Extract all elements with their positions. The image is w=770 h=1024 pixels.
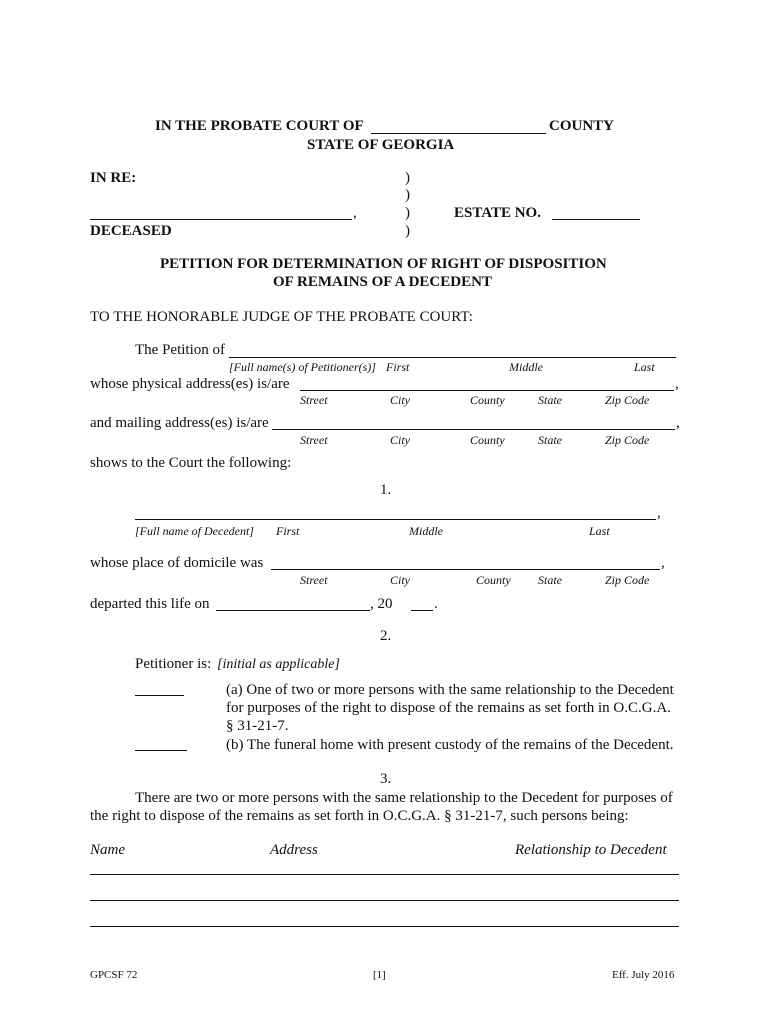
first-label: First — [386, 360, 410, 374]
estate-no-label: ESTATE NO. — [454, 205, 541, 221]
physical-address-label: whose physical address(es) is/are — [90, 376, 290, 392]
option-a-line2: for purposes of the right to dispose of the remains as set forth in O.C.G.A. — [226, 700, 671, 716]
zip-label: Zip Code — [605, 573, 650, 587]
title-line1: PETITION FOR DETERMINATION OF RIGHT OF DISPOSITION — [160, 256, 607, 272]
county-name-line[interactable] — [371, 133, 546, 134]
section-3-number: 3. — [380, 771, 392, 787]
city-label: City — [390, 433, 410, 447]
caption-comma: , — [353, 205, 357, 221]
last-label: Last — [634, 360, 655, 374]
comma: , — [657, 505, 661, 521]
initial-hint: [initial as applicable] — [217, 657, 340, 672]
in-re-label: IN RE: — [90, 170, 137, 186]
zip-label: Zip Code — [605, 393, 650, 407]
section-2-number: 2. — [380, 628, 392, 644]
option-a-initial-line[interactable] — [135, 695, 184, 696]
title-line2: OF REMAINS OF A DECEDENT — [273, 274, 492, 290]
death-date-line[interactable] — [216, 610, 370, 611]
county-field-label: County — [470, 393, 505, 407]
comma: , — [676, 415, 680, 431]
middle-label: Middle — [509, 360, 543, 374]
domicile-label: whose place of domicile was — [90, 555, 264, 571]
county-field-label: County — [476, 573, 511, 587]
physical-address-line[interactable] — [300, 390, 674, 391]
section-3-line1: There are two or more persons with the same relationship to the Decedent for purposes of — [135, 790, 673, 806]
caption-paren: ) — [405, 170, 410, 186]
caption-paren: ) — [405, 187, 410, 203]
deceased-label: DECEASED — [90, 223, 172, 239]
state-field-label: State — [538, 573, 562, 587]
option-b-line: (b) The funeral home with present custody of the remains of the Decedent. — [226, 737, 674, 753]
city-label: City — [390, 573, 410, 587]
mailing-address-label: and mailing address(es) is/are — [90, 415, 269, 431]
death-year-line[interactable] — [411, 610, 433, 611]
mailing-address-line[interactable] — [272, 429, 675, 430]
option-a-line1: (a) One of two or more persons with the same relationship to the Decedent — [226, 682, 674, 698]
comma: , — [675, 376, 679, 392]
domicile-line[interactable] — [271, 569, 660, 570]
state-label: STATE OF GEORGIA — [307, 137, 455, 153]
page-number: [1] — [373, 969, 386, 981]
column-address-header: Address — [270, 842, 318, 858]
street-label: Street — [300, 573, 328, 587]
section-3-line2: the right to dispose of the remains as set forth in O.C.G.A. § 31-21-7, such persons being: — [90, 808, 629, 824]
county-label: COUNTY — [549, 118, 615, 134]
street-label: Street — [300, 393, 328, 407]
first-label: First — [276, 524, 300, 538]
petitioner-is-label: Petitioner is: — [135, 656, 212, 672]
city-label: City — [390, 393, 410, 407]
petitioner-name-hint: [Full name(s) of Petitioner(s)] — [229, 360, 376, 374]
persons-entry-line[interactable] — [90, 900, 679, 901]
effective-date: Eff. July 2016 — [612, 969, 675, 981]
year-prefix: , 20 — [370, 596, 393, 612]
shows-label: shows to the Court the following: — [90, 455, 292, 471]
state-field-label: State — [538, 433, 562, 447]
section-1-number: 1. — [380, 482, 392, 498]
column-relationship-header: Relationship to Decedent — [515, 842, 667, 858]
street-label: Street — [300, 433, 328, 447]
persons-entry-line[interactable] — [90, 874, 679, 875]
last-label: Last — [589, 524, 610, 538]
departed-label: departed this life on — [90, 596, 210, 612]
form-id: GPCSF 72 — [90, 969, 138, 981]
state-field-label: State — [538, 393, 562, 407]
persons-entry-line[interactable] — [90, 926, 679, 927]
option-b-initial-line[interactable] — [135, 750, 187, 751]
comma: , — [661, 555, 665, 571]
petition-of-label: The Petition of — [135, 342, 225, 358]
decedent-name-line[interactable] — [90, 219, 352, 220]
decedent-full-name-line[interactable] — [135, 519, 656, 520]
decedent-name-hint: [Full name of Decedent] — [135, 524, 254, 538]
salutation: TO THE HONORABLE JUDGE OF THE PROBATE COURT: — [90, 309, 473, 325]
county-field-label: County — [470, 433, 505, 447]
period: . — [434, 596, 438, 612]
caption-paren: ) — [405, 223, 410, 239]
column-name-header: Name — [90, 842, 125, 858]
caption-paren: ) — [405, 205, 410, 221]
court-prefix: IN THE PROBATE COURT OF — [155, 118, 364, 134]
middle-label: Middle — [409, 524, 443, 538]
zip-label: Zip Code — [605, 433, 650, 447]
estate-no-line[interactable] — [552, 219, 640, 220]
option-a-line3: § 31-21-7. — [226, 718, 289, 734]
petitioner-name-line[interactable] — [229, 357, 676, 358]
